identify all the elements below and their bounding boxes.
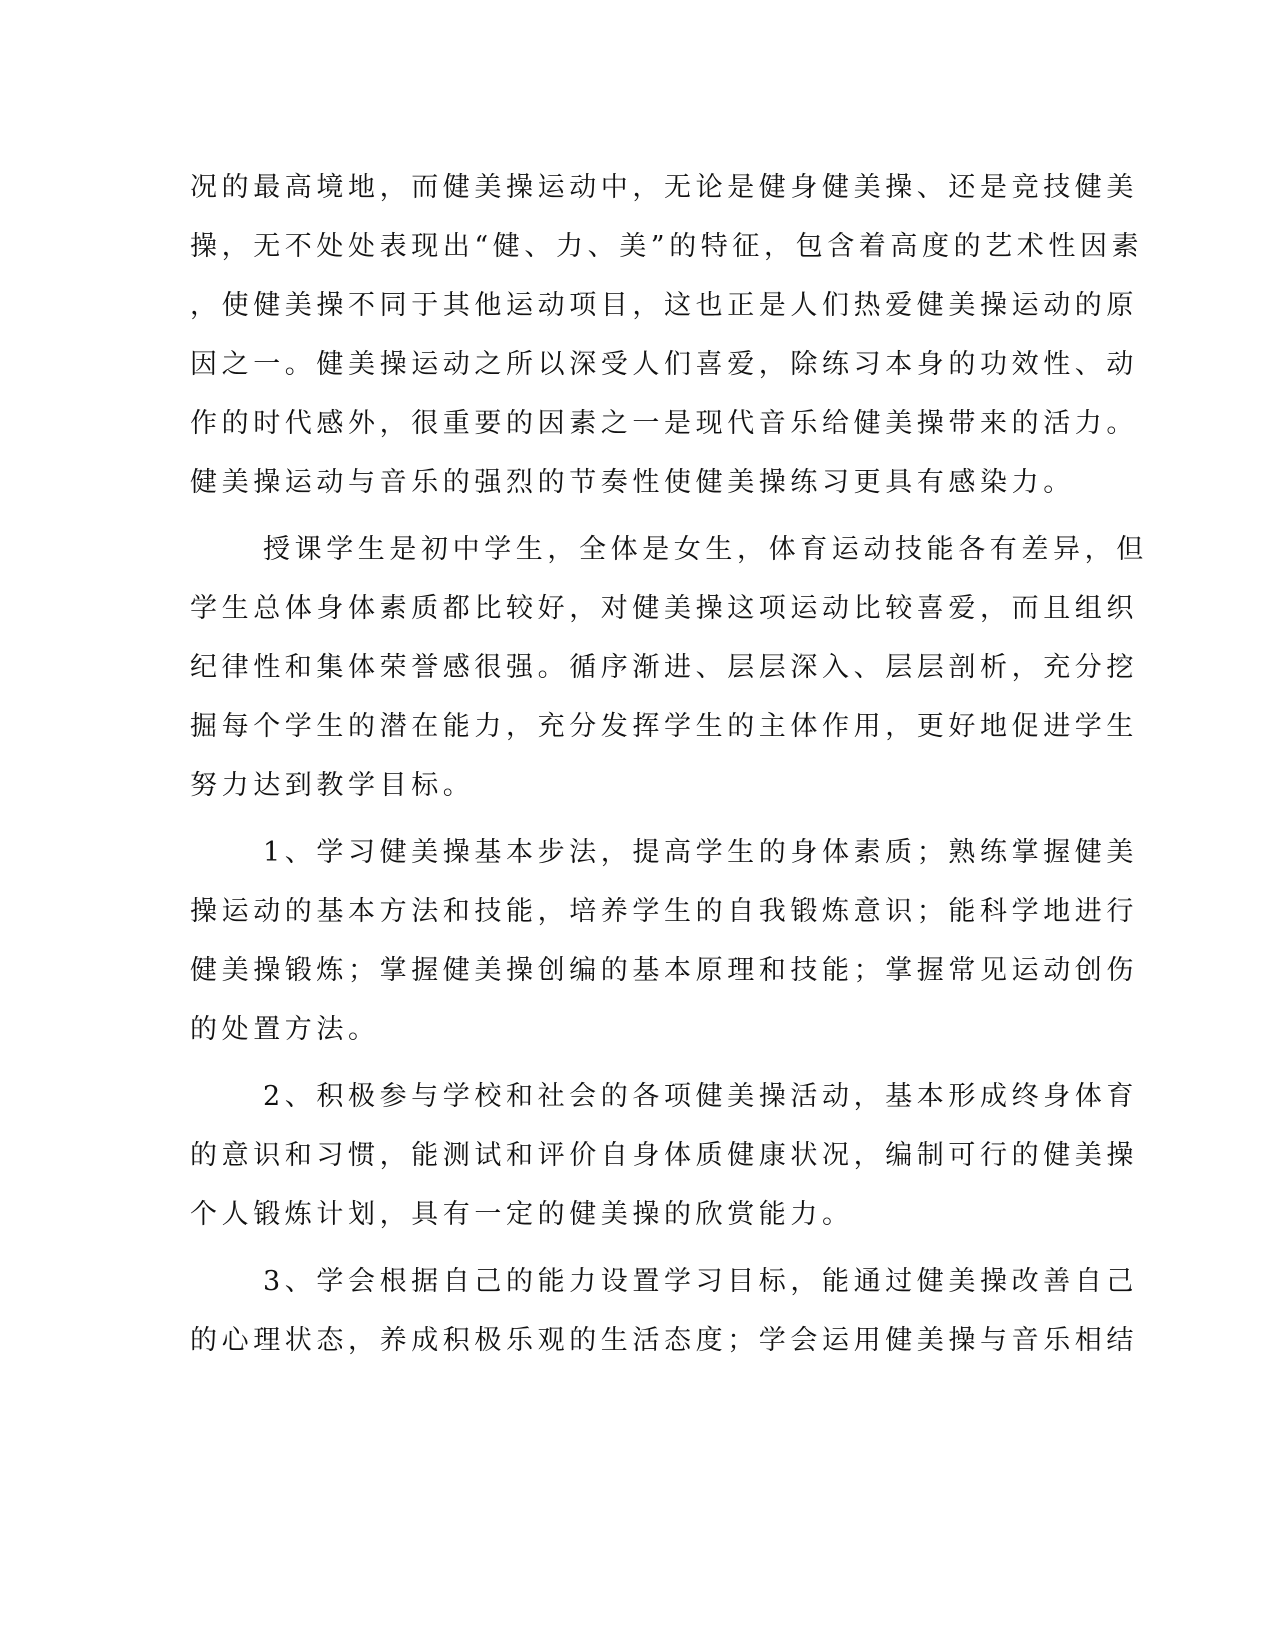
text-line: 的心理状态，养成积极乐观的生活态度；学会运用健美操与音乐相结: [190, 1325, 1138, 1356]
text-line: 个人锻炼计划，具有一定的健美操的欣赏能力。: [190, 1199, 854, 1230]
text-line: 因之一。健美操运动之所以深受人们喜爱，除练习本身的功效性、动: [190, 349, 1138, 380]
text-line: ，使健美操不同于其他运动项目，这也正是人们热爱健美操运动的原: [190, 290, 1138, 321]
text-line: 掘每个学生的潜在能力，充分发挥学生的主体作用，更好地促进学生: [190, 711, 1138, 742]
text-line: 3、学会根据自己的能力设置学习目标，能通过健美操改善自己: [263, 1266, 1138, 1297]
text-line: 况的最高境地，而健美操运动中，无论是健身健美操、还是竞技健美: [190, 172, 1138, 203]
text-line: 健美操运动与音乐的强烈的节奏性使健美操练习更具有感染力。: [190, 467, 1075, 498]
paragraph-2: [190, 520, 1148, 815]
text-line: 学生总体身体素质都比较好，对健美操这项运动比较喜爱，而且组织: [190, 593, 1138, 624]
text-line: 健美操锻炼；掌握健美操创编的基本原理和技能；掌握常见运动创伤: [190, 955, 1138, 986]
text-line: 操运动的基本方法和技能，培养学生的自我锻炼意识；能科学地进行: [190, 896, 1138, 927]
paragraph-5: [190, 1252, 1138, 1370]
paragraph-4: [190, 1067, 1138, 1244]
paragraph-gap: [190, 1059, 1070, 1067]
text-line: 2、积极参与学校和社会的各项健美操活动，基本形成终身体育: [263, 1081, 1138, 1112]
text-line: 作的时代感外，很重要的因素之一是现代音乐给健美操带来的活力。: [190, 408, 1138, 439]
body-text: [190, 158, 1148, 1370]
text-line: 1、学习健美操基本步法，提高学生的身体素质；熟练掌握健美: [263, 837, 1138, 868]
paragraph-gap: [190, 512, 1070, 520]
paragraph-gap: [190, 815, 1070, 823]
text-line: 操，无不处处表现出“健、力、美”的特征，包含着高度的艺术性因素: [190, 231, 1144, 262]
text-line: 纪律性和集体荣誉感很强。循序渐进、层层深入、层层剖析，充分挖: [190, 652, 1138, 683]
text-line: 的处置方法。: [190, 1014, 380, 1045]
paragraph-3: [190, 823, 1138, 1059]
paragraph-gap: [190, 1244, 1070, 1252]
text-line: 授课学生是初中学生，全体是女生，体育运动技能各有差异，但: [263, 534, 1148, 565]
paragraph-1: [190, 158, 1144, 512]
text-line: 努力达到教学目标。: [190, 770, 475, 801]
text-line: 的意识和习惯，能测试和评价自身体质健康状况，编制可行的健美操: [190, 1140, 1138, 1171]
